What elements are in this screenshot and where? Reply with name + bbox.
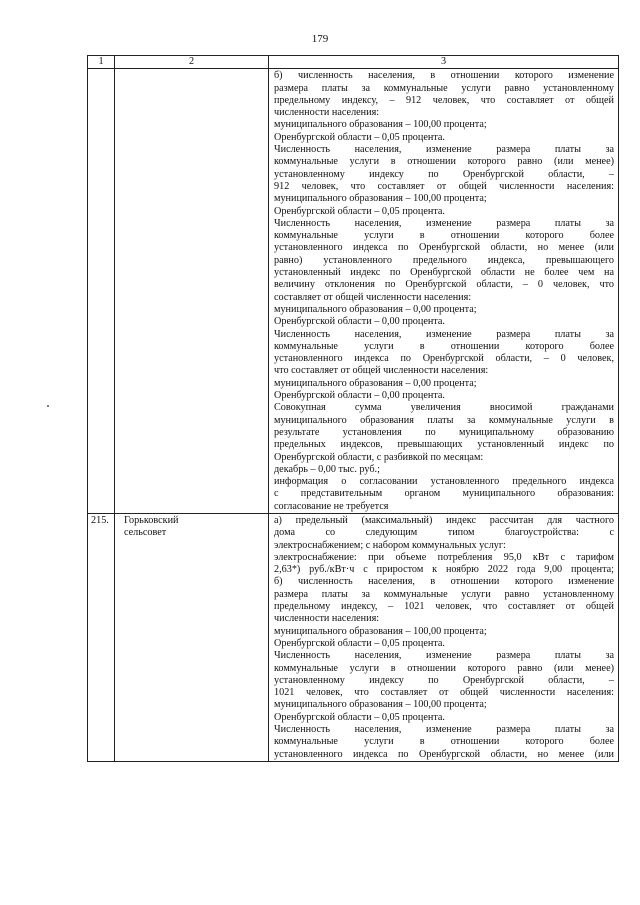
text-line: муниципального образования – 100,00 процента; — [274, 193, 487, 205]
text-line: 2,63*) руб./кВт·ч с приростом к ноябрю 2022 года 9,00 процента; — [274, 564, 614, 576]
text-line: 1021 человек, что составляет от общей численности населения: — [274, 687, 614, 699]
header-col-1: 1 — [88, 56, 115, 69]
text-line: предельному индексу, – 1021 человек, что составляет от общей — [274, 601, 614, 613]
text-line: результате установления по муниципальному образованию — [274, 426, 614, 438]
row-number-empty — [88, 69, 115, 514]
table-row-continued — [88, 69, 619, 514]
text-line: Численность населения, изменение размера платы за — [274, 650, 614, 662]
text-line: Численность населения, изменение размера платы за — [274, 217, 614, 229]
text-line: Оренбургской области – 0,05 процента. — [274, 205, 445, 217]
text-line: установленный индекс по Оренбургской области не более чем на — [274, 267, 614, 279]
text-line: с представительным органом муниципального образования: — [274, 488, 614, 500]
text-line: размера платы за коммунальные услуги равно установленному — [274, 588, 614, 600]
text-line: предельных индексов, превышающих установленный индекс по — [274, 439, 614, 451]
text-line: установленного индекса по Оренбургской области, но менее (или — [274, 748, 614, 760]
text-line: Оренбургской области – 0,05 процента. — [274, 131, 445, 143]
text-line: предельному индексу, – 912 человек, что составляет от общей — [274, 94, 614, 106]
text-line: коммунальные услуги в отношении которого более — [274, 736, 614, 748]
text-line: информация о согласовании установленного предельного индекса — [274, 476, 614, 488]
scan-speck — [47, 405, 49, 407]
text-line: что составляет от общей численности населения: — [274, 365, 489, 377]
row-number: 215. — [88, 513, 115, 761]
text-line: муниципального образования – 0,00 процента; — [274, 303, 477, 315]
municipality-name-empty — [115, 69, 269, 514]
text-line: 912 человек, что составляет от общей численности населения: — [274, 180, 614, 192]
document-table — [87, 55, 619, 762]
text-line: муниципального образования – 100,00 процента; — [274, 119, 487, 131]
text-line: Численность населения, изменение размера платы за — [274, 328, 614, 340]
text-line: дома со следующим типом благоустройства: с — [274, 527, 614, 539]
text-line: электроснабжение: при объеме потребления 95,0 кВт с тарифом — [274, 551, 614, 563]
table-row-215 — [88, 513, 619, 761]
text-line: б) численность населения, в отношении которого изменение — [274, 70, 614, 82]
text-line: установленного индекса по Оренбургской области, но менее (или — [274, 242, 614, 254]
text-line: Оренбургской области – 0,05 процента. — [274, 637, 445, 649]
municipality-name — [115, 513, 269, 761]
text-line: Совокупная сумма увеличения вносимой гражданами — [274, 402, 614, 414]
text-line: муниципального образования – 100,00 процента; — [274, 625, 487, 637]
text-line: Оренбургской области – 0,00 процента. — [274, 390, 445, 402]
municipality-name-line-1: Горьковский — [124, 514, 179, 526]
text-line: Численность населения, изменение размера платы за — [274, 724, 614, 736]
text-line: согласование не требуется — [274, 500, 389, 512]
text-line: численности населения: — [274, 107, 380, 119]
text-line: установленному индексу по Оренбургской области, – — [274, 674, 614, 686]
text-line: декабрь – 0,00 тыс. руб.; — [274, 463, 380, 475]
text-line: коммунальные услуги в отношении которого равно (или менее) — [274, 662, 614, 674]
text-line: коммунальные услуги в отношении которого равно (или менее) — [274, 156, 614, 168]
header-col-2: 2 — [115, 56, 269, 69]
text-line: Численность населения, изменение размера платы за — [274, 144, 614, 156]
text-line: а) предельный (максимальный) индекс рассчитан для частного — [274, 514, 614, 526]
municipality-name-line-2: сельсовет — [124, 527, 167, 539]
text-line: коммунальные услуги в отношении которого более — [274, 340, 614, 352]
text-line: установленного индекса по Оренбургской области, – 0 человек, — [274, 353, 614, 365]
text-line: Оренбургской области – 0,00 процента. — [274, 316, 445, 328]
text-line: муниципального образования платы за коммунальные услуги в — [274, 414, 614, 426]
header-row — [88, 56, 619, 69]
text-line: установленному индексу по Оренбургской области, – — [274, 168, 614, 180]
text-line: муниципального образования – 100,00 процента; — [274, 699, 487, 711]
text-line: Оренбургской области, с разбивкой по месяцам: — [274, 451, 484, 463]
page-number: 179 — [311, 33, 329, 45]
text-line: Оренбургской области – 0,05 процента. — [274, 711, 445, 723]
text-line: б) численность населения, в отношении которого изменение — [274, 576, 614, 588]
text-line: величину отклонения по Оренбургской области, – 0 человек, что — [274, 279, 614, 291]
header-col-3: 3 — [269, 56, 619, 69]
text-line: составляет от общей численности населения: — [274, 291, 472, 303]
text-line: муниципального образования – 0,00 процента; — [274, 377, 477, 389]
text-line: электроснабжением; с набором коммунальных услуг: — [274, 539, 506, 551]
text-line: коммунальные услуги в отношении которого более — [274, 230, 614, 242]
text-line: равно) установленного предельного индекса, превышающего — [274, 254, 614, 266]
row-text-continued — [269, 69, 619, 514]
text-line: численности населения: — [274, 613, 380, 625]
row-text-215 — [269, 513, 619, 761]
text-line: размера платы за коммунальные услуги равно установленному — [274, 82, 614, 94]
